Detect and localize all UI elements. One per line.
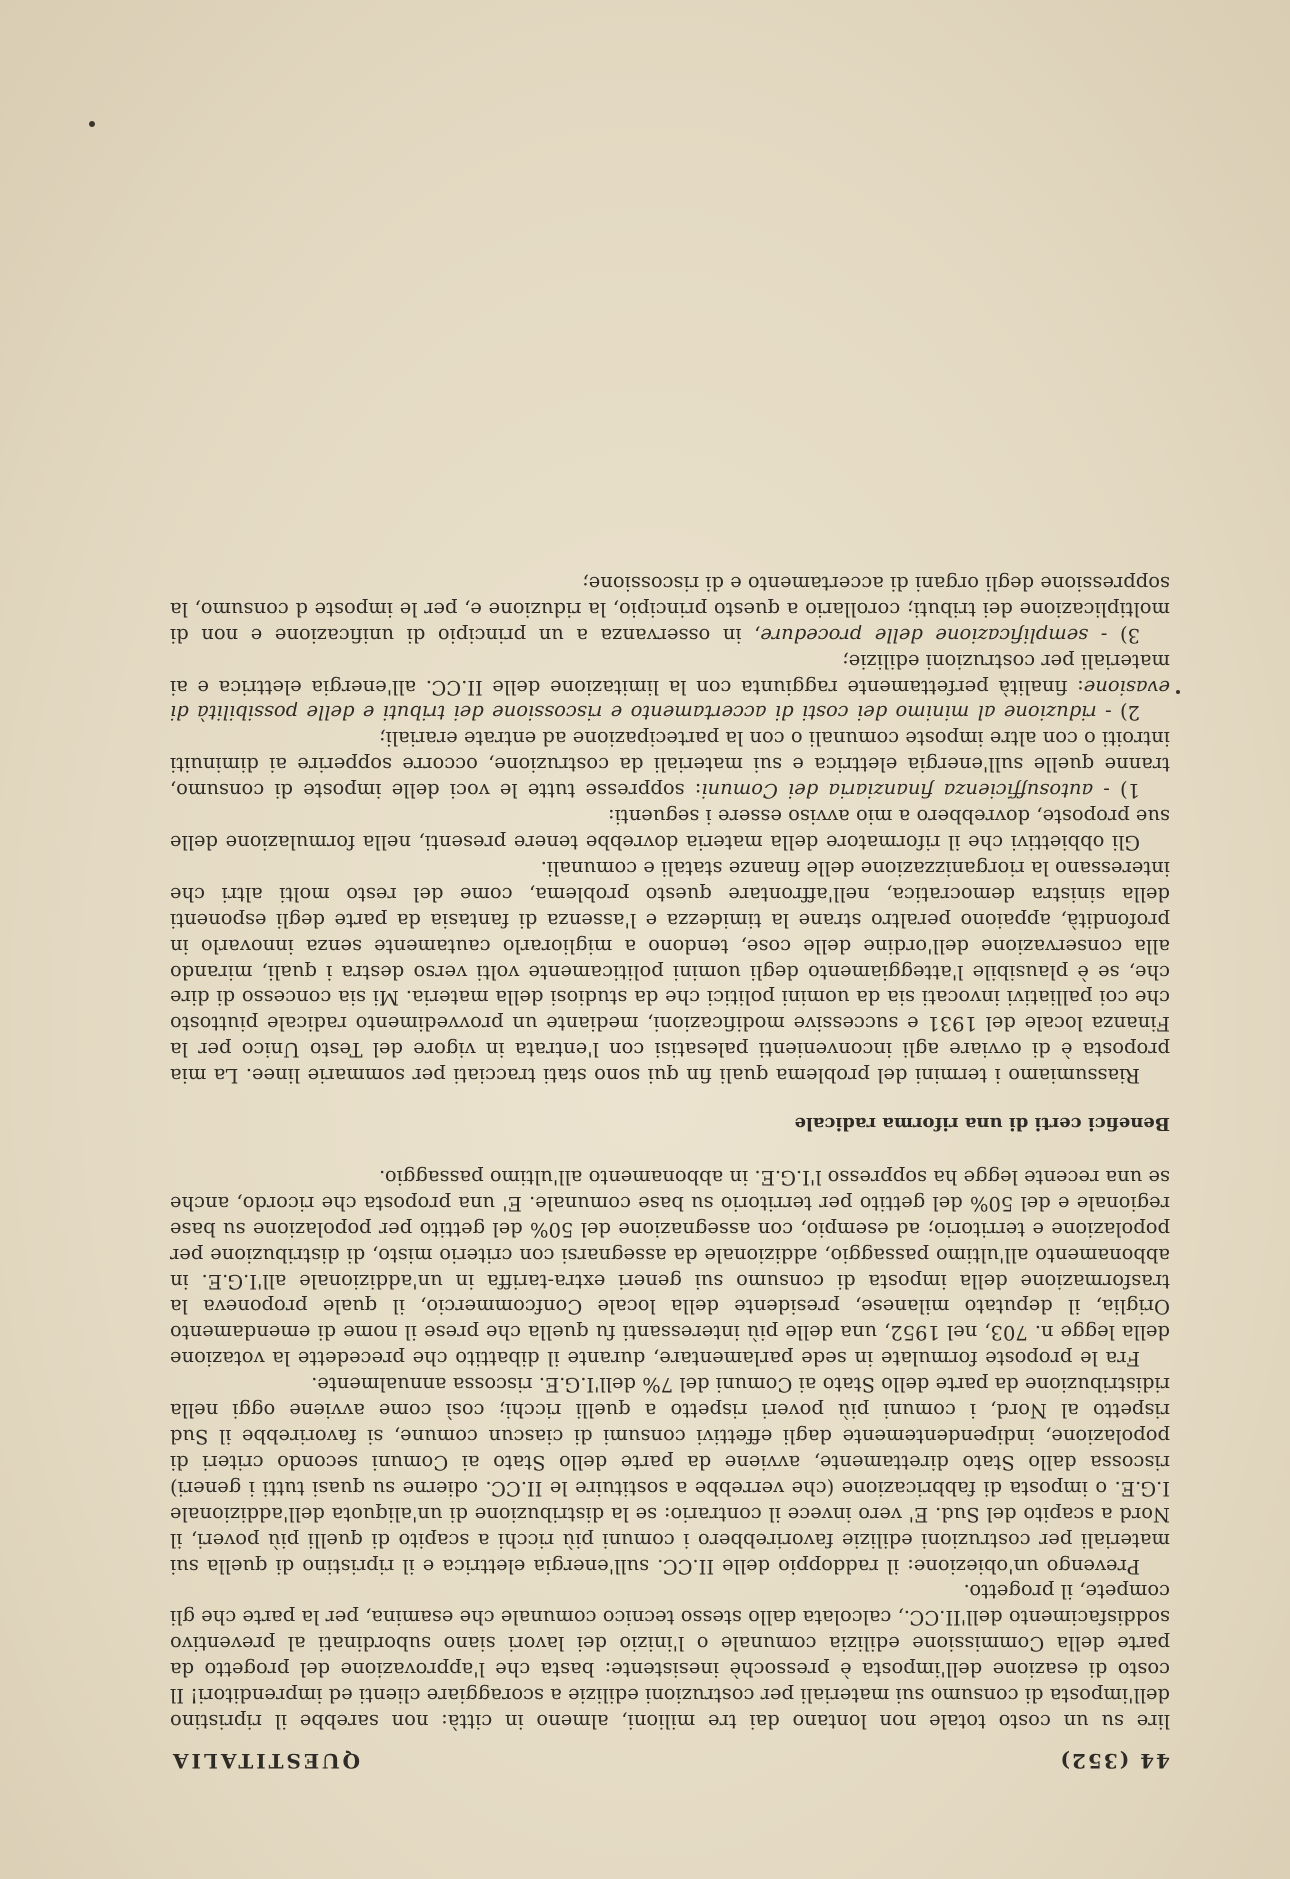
paragraph-summary: Riassumiamo i termini del problema quali fin qui sono stati tracciati per sommarie linee. La mia proposta è di ovviare agli inconvenienti palesatisi con l'entrata in vigore del Testo Unico per la Finanza locale del 1931 e successive modificazioni, mediante un provvedimento radicale piuttosto che coi palliativi invocati sia da uomini politici che da studiosi della materia. Mi sia concesso di dire che, se è plausibile l'atteggiamento degli uomini politicamente volti verso destra i quali, mirando alla conservazione dell'ordine delle cose, tendono a migliorarlo cautamente senza innovarlo in profondità, appaiono peraltro strane la timidezza e l'assenza di fantasia da parte degli esponenti della sinistra democratica, nell'affrontare questo problema, come del resto molti altri che interessano la riorganizzazione delle finanze statali e comunali. xyxy=(170,856,1170,1088)
objective-1-title: autosufficienza finanziaria dei Comuni xyxy=(701,779,1094,803)
page-number: 44 (352) xyxy=(1058,1749,1170,1773)
objective-3 xyxy=(170,570,1170,648)
objective-2-title: riduzione al minimo dei costi di accertamento e riscossione dei tributi e delle possibilità di evasione xyxy=(170,675,1170,725)
objective-1 xyxy=(170,725,1170,803)
objective-2 xyxy=(170,648,1170,726)
objective-1-label: 1) - xyxy=(1093,779,1140,803)
ink-speck xyxy=(1176,690,1180,694)
paragraph-objection: Prevengo un'obiezione: il raddoppio delle II.CC. sull'energia elettrica e il ripristino di quella sui materiali per costruzioni edilizie favorirebbero i comuni più ricchi a scapito di quelli più poveri, il Nord a scapito del Sud. E' vero invece il contrario: se la distribuzione di un'aliquota dell'addizionale I.G.E. o imposta di fabbricazione (che verrebbe a sostituire le II.CC. odierne su quasi tutti i generi) riscossa dallo Stato direttamente, avviene da parte dello Stato ai Comuni secondo criteri di popolazione, indipendentemente dagli effettivi consumi di ciascun comune, si favorirebbe il Sud rispetto al Nord, i comuni più poveri rispetto a quelli ricchi; così come avviene oggi nella ridistribuzione da parte dello Stato ai Comuni del 7% dell'I.G.E. riscossa annualmente. xyxy=(170,1373,1170,1578)
objective-3-text: , in osservanza a un principio di unificazione e non di moltiplicazione dei tributi; corollario a questo principio, la riduzione e, per le imposte d consumo, la soppressione degli organi di accertamento e di riscossione; xyxy=(170,571,1170,647)
objective-1-text: : soppresse tutte le voci delle imposte di consumo, tranne quelle sull'energia elettrica e sui materiali da costruzione, occorre sopperire ai diminuiti introiti o con altre imposte comunali o con la partecipazione ad entrate erariali; xyxy=(169,727,1170,803)
objective-3-label: 3) - xyxy=(1088,623,1140,647)
paragraph-proposals: Fra le proposte formulate in sede parlamentare, durante il dibattito che precedette la votazione della legge n. 703, nel 1952, una delle più interessanti fu quella che prese il nome di emendamento Origlia, il deputato milanese, presidente della locale Confcommercio, il quale proponeva la trasformazione della imposta di consumo sui generi extra-tariffa in un'addizionale all'I.G.E. in abbonamento all'ultimo passaggio, addizionale da assegnarsi con criterio misto, di distribuzione per popolazione e territorio; ad esempio, con assegnazione del 50% del gettito per popolazione su base regionale e del 50% del gettito per territorio su base comunale. E' una proposta che ricordo, anche se una recente legge ha soppresso l'I.G.E. in abbonamento all'ultimo passaggio. xyxy=(170,1165,1170,1371)
objective-2-label: 2) - xyxy=(1096,701,1140,725)
paragraph-costs: lire su un costo totale non lontano dai tre milioni, almeno in città: non sarebbe il ripristino dell'imposta di consumo sui materiali per costruzioni edilizie a scoraggiare clienti ed imprenditori! Il costo di esazione dell'imposta è pressochè inesistente: basta che l'approvazione del progetto da parte della Commissione edilizia comunale o l'inizio dei lavori siano subordinati al preventivo soddisfacimento dell'II.CC., calcolata dallo stesso tecnico comunale che esamina, per la parte che gli compete, il progetto. xyxy=(170,1580,1170,1733)
body-text xyxy=(170,570,1170,1734)
paragraph-objectives: Gli obbiettivi che il riformatore della materia dovrebbe tenere presenti, nella formulazione delle sue proposte, dovrebbero a mio avviso essere i seguenti: xyxy=(170,805,1170,854)
ink-speck xyxy=(89,121,95,127)
magazine-title: QUESTITALIA xyxy=(170,1749,361,1773)
section-heading: Benefici certi di una riforma radicale xyxy=(794,1113,1170,1135)
objective-3-title: semplificazione delle procedure xyxy=(760,623,1089,647)
objective-2-text: : finalità perfettamente raggiunta con la limitazione delle II.CC. all'energia elettrica e ai materiali per costruzioni edilizie; xyxy=(170,649,1170,699)
